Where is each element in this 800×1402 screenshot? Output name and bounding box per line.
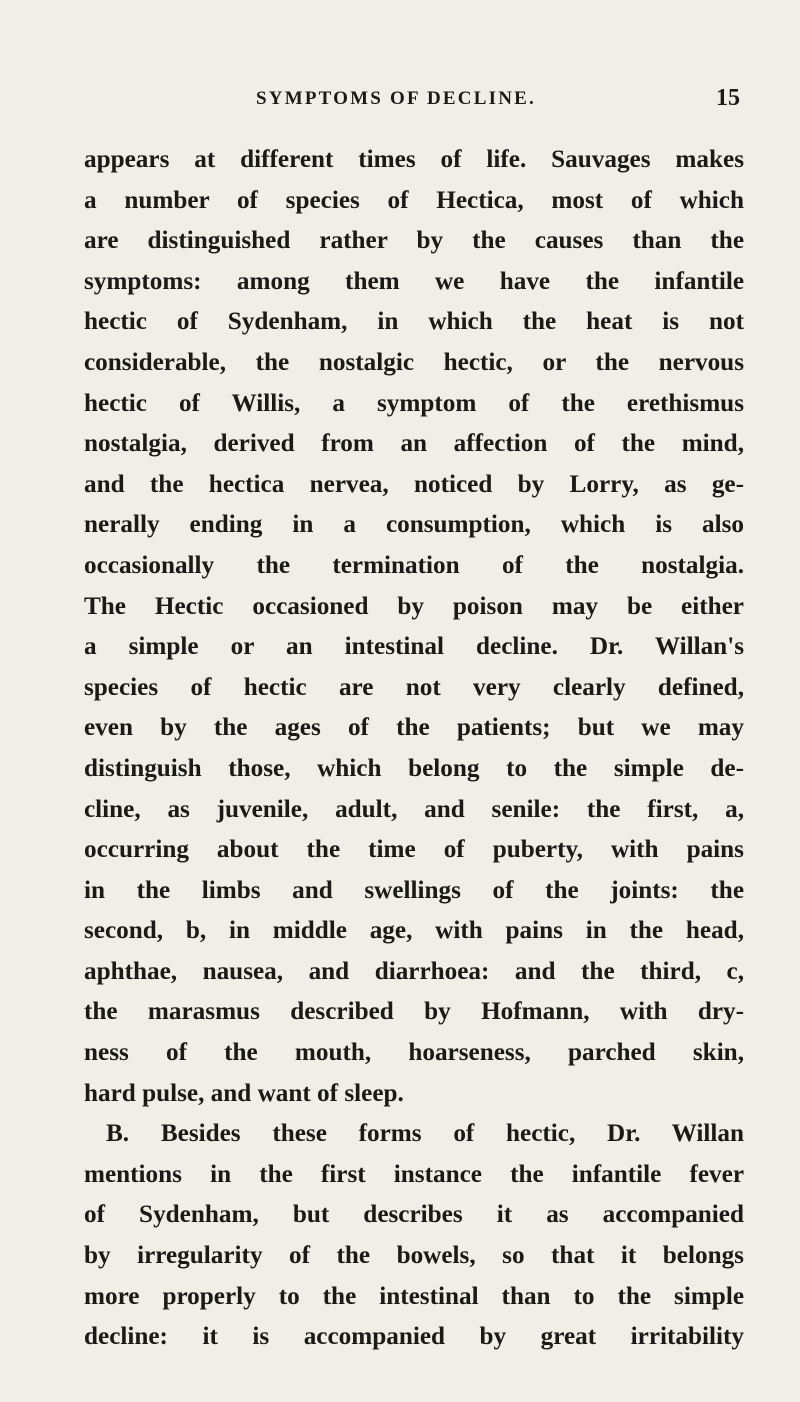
text-line: a number of species of Hectica, most of which bbox=[84, 186, 744, 214]
paragraph-end-line: hard pulse, and want of sleep. bbox=[84, 1079, 404, 1107]
paragraph-start-line: B. Besides these forms of hectic, Dr. Willan bbox=[106, 1120, 744, 1148]
text-line: occurring about the time of puberty, with pains bbox=[84, 836, 744, 864]
text-line: hectic of Sydenham, in which the heat is not bbox=[84, 308, 744, 336]
text-line: second, b, in middle age, with pains in the head, bbox=[84, 917, 744, 945]
text-line: The Hectic occasioned by poison may be either bbox=[84, 592, 744, 620]
text-line: nostalgia, derived from an affection of the mind, bbox=[84, 430, 744, 458]
text-line: are distinguished rather by the causes than the bbox=[84, 227, 744, 255]
text-line: ness of the mouth, hoarseness, parched skin, bbox=[84, 1039, 744, 1067]
text-line: appears at different times of life. Sauvages makes bbox=[84, 146, 744, 173]
text-line: in the limbs and swellings of the joints: the bbox=[84, 876, 744, 904]
text-line: cline, as juvenile, adult, and senile: the first, a, bbox=[84, 795, 744, 823]
body-text bbox=[84, 140, 744, 1358]
text-line: decline: it is accompanied by great irritability bbox=[84, 1323, 744, 1351]
page-number: 15 bbox=[716, 85, 740, 111]
text-line: a simple or an intestinal decline. Dr. Willan's bbox=[84, 633, 744, 661]
text-line: nerally ending in a consumption, which is also bbox=[84, 511, 744, 539]
text-line: by irregularity of the bowels, so that it belongs bbox=[84, 1242, 744, 1270]
text-line: considerable, the nostalgic hectic, or the nervous bbox=[84, 348, 744, 376]
text-line: even by the ages of the patients; but we may bbox=[84, 714, 744, 742]
running-title: SYMPTOMS OF DECLINE. bbox=[256, 88, 536, 109]
text-line: more properly to the intestinal than to the simple bbox=[84, 1282, 744, 1310]
text-line: aphthae, nausea, and diarrhoea: and the third, c, bbox=[84, 957, 744, 985]
running-head bbox=[86, 85, 740, 118]
text-line: and the hectica nervea, noticed by Lorry, as ge- bbox=[84, 470, 744, 498]
text-line: hectic of Willis, a symptom of the erethismus bbox=[84, 389, 744, 417]
text-line: symptoms: among them we have the infantile bbox=[84, 267, 744, 295]
text-line: the marasmus described by Hofmann, with dry- bbox=[84, 998, 744, 1026]
text-line: of Sydenham, but describes it as accompanied bbox=[84, 1201, 744, 1229]
text-line: species of hectic are not very clearly defined, bbox=[84, 673, 744, 701]
text-line: occasionally the termination of the nostalgia. bbox=[84, 551, 744, 579]
text-line: distinguish those, which belong to the simple de- bbox=[84, 754, 744, 782]
text-line: mentions in the first instance the infantile fever bbox=[84, 1160, 744, 1188]
